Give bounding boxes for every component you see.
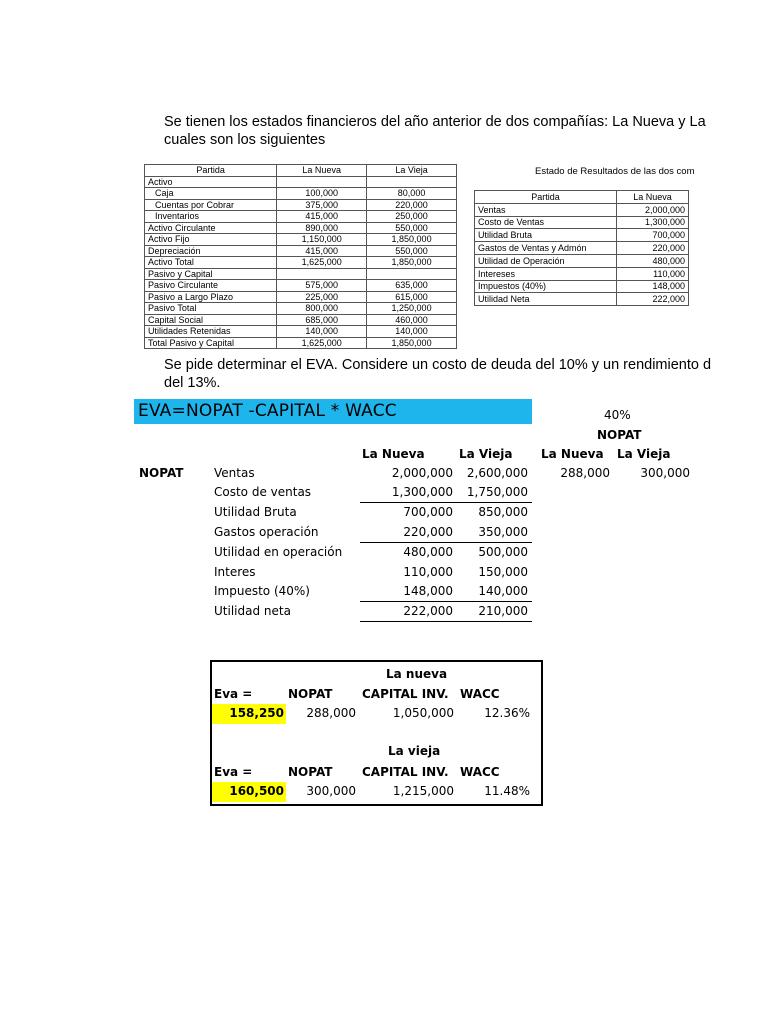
eva-formula: EVA=NOPAT -CAPITAL * WACC bbox=[138, 401, 397, 421]
table-row bbox=[475, 293, 689, 306]
cell-nueva: 1,300,000 bbox=[617, 216, 689, 229]
row-label: Cuentas por Cobrar bbox=[145, 199, 277, 211]
cell-nueva: 220,000 bbox=[403, 525, 453, 539]
table-row bbox=[475, 229, 689, 242]
cell-nueva: 480,000 bbox=[403, 545, 453, 559]
cell-vieja: 2,600,000 bbox=[466, 466, 528, 480]
row-label: Inventarios bbox=[145, 211, 277, 223]
row-label-interes: Interes bbox=[214, 565, 256, 579]
cell-nueva: 1,625,000 bbox=[277, 337, 367, 349]
row-label: Pasivo Total bbox=[145, 303, 277, 315]
row-label: Utilidades Retenidas bbox=[145, 326, 277, 338]
table-row bbox=[145, 211, 457, 223]
cell-vieja: 80,000 bbox=[367, 188, 457, 200]
row-label-utilidad-bruta: Utilidad Bruta bbox=[214, 505, 297, 519]
row-label: Depreciación bbox=[145, 245, 277, 257]
cell-vieja bbox=[367, 268, 457, 280]
cell-nueva: 100,000 bbox=[277, 188, 367, 200]
eva-vieja-wacc: 11.48% bbox=[484, 784, 530, 798]
results-title: Estado de Resultados de las dos com bbox=[535, 166, 695, 177]
cell-nueva: 2,000,000 bbox=[391, 466, 453, 480]
cell-nueva: 1,625,000 bbox=[277, 257, 367, 269]
eva-vieja-nopat: 300,000 bbox=[306, 784, 356, 798]
table-row bbox=[475, 203, 689, 216]
table-row bbox=[475, 280, 689, 293]
header-la-vieja: La Vieja bbox=[367, 165, 457, 177]
row-label: Pasivo a Largo Plazo bbox=[145, 291, 277, 303]
table-row bbox=[145, 245, 457, 257]
table-header-row bbox=[475, 191, 689, 204]
cell-vieja: 615,000 bbox=[367, 291, 457, 303]
nopat-header: NOPAT bbox=[597, 428, 642, 442]
row-label: Activo Fijo bbox=[145, 234, 277, 246]
row-label: Pasivo Circulante bbox=[145, 280, 277, 292]
header-la-nueva: La Nueva bbox=[617, 191, 689, 204]
table-row bbox=[145, 280, 457, 292]
eva-nueva-title: La nueva bbox=[386, 667, 448, 681]
cell-nueva: 222,000 bbox=[617, 293, 689, 306]
cell-vieja: 140,000 bbox=[367, 326, 457, 338]
col-header-la-vieja: La Vieja bbox=[459, 447, 513, 461]
nopat-value-vieja: 300,000 bbox=[640, 466, 690, 480]
table-row bbox=[475, 242, 689, 255]
cell-vieja: 550,000 bbox=[367, 245, 457, 257]
row-label: Activo Circulante bbox=[145, 222, 277, 234]
eva-vieja-label: Eva = bbox=[214, 765, 253, 779]
cell-nueva: 685,000 bbox=[277, 314, 367, 326]
row-label: Utilidad de Operación bbox=[475, 254, 617, 267]
table-row bbox=[145, 234, 457, 246]
cell-nueva: 222,000 bbox=[403, 604, 453, 618]
cell-vieja: 550,000 bbox=[367, 222, 457, 234]
cell-vieja: 220,000 bbox=[367, 199, 457, 211]
intro-text: Se tienen los estados financieros del año anterior de dos compañías: La Nueva y La cuales son los siguientes bbox=[164, 114, 706, 148]
divider bbox=[360, 601, 532, 602]
cell-nueva: 110,000 bbox=[403, 565, 453, 579]
row-label: Pasivo y Capital bbox=[145, 268, 277, 280]
cell-vieja: 150,000 bbox=[478, 565, 528, 579]
row-label: Impuestos (40%) bbox=[475, 280, 617, 293]
row-label: Intereses bbox=[475, 267, 617, 280]
table-row bbox=[145, 337, 457, 349]
cell-nueva: 375,000 bbox=[277, 199, 367, 211]
cell-vieja: 350,000 bbox=[478, 525, 528, 539]
table-row bbox=[145, 199, 457, 211]
table-row bbox=[475, 216, 689, 229]
table-row bbox=[475, 254, 689, 267]
row-label: Caja bbox=[145, 188, 277, 200]
table-row bbox=[145, 326, 457, 338]
cell-vieja: 1,850,000 bbox=[367, 257, 457, 269]
row-label-costo: Costo de ventas bbox=[214, 485, 312, 499]
cell-vieja: 850,000 bbox=[478, 505, 528, 519]
eva-nueva-h-capital: CAPITAL INV. bbox=[362, 687, 449, 701]
table-row bbox=[145, 176, 457, 188]
cell-vieja: 500,000 bbox=[478, 545, 528, 559]
cell-nueva bbox=[277, 176, 367, 188]
cell-nueva bbox=[277, 268, 367, 280]
cell-nueva: 575,000 bbox=[277, 280, 367, 292]
row-label: Ventas bbox=[475, 203, 617, 216]
row-label-ventas: Ventas bbox=[214, 466, 255, 480]
eva-vieja-capital: 1,215,000 bbox=[392, 784, 454, 798]
cell-vieja: 140,000 bbox=[478, 584, 528, 598]
eva-nueva-value: 158,250 bbox=[229, 706, 284, 720]
row-label: Gastos de Ventas y Admón bbox=[475, 242, 617, 255]
nopat-col-la-nueva: La Nueva bbox=[541, 447, 604, 461]
row-label: Activo Total bbox=[145, 257, 277, 269]
cell-vieja: 1,850,000 bbox=[367, 337, 457, 349]
cell-nueva: 700,000 bbox=[403, 505, 453, 519]
nopat-value-nueva: 288,000 bbox=[560, 466, 610, 480]
table-row bbox=[475, 267, 689, 280]
cell-nueva: 2,000,000 bbox=[617, 203, 689, 216]
cell-nueva: 110,000 bbox=[617, 267, 689, 280]
cell-vieja: 460,000 bbox=[367, 314, 457, 326]
eva-vieja-h-wacc: WACC bbox=[460, 765, 500, 779]
header-la-nueva: La Nueva bbox=[277, 165, 367, 177]
cell-nueva: 700,000 bbox=[617, 229, 689, 242]
cell-nueva: 415,000 bbox=[277, 211, 367, 223]
row-label-utilidad-operacion: Utilidad en operación bbox=[214, 545, 343, 559]
eva-vieja-title: La vieja bbox=[388, 744, 441, 758]
row-label: Utilidad Neta bbox=[475, 293, 617, 306]
cell-vieja bbox=[367, 176, 457, 188]
cell-vieja: 635,000 bbox=[367, 280, 457, 292]
question-text: Se pide determinar el EVA. Considere un costo de deuda del 10% y un rendimiento d del 13%. bbox=[164, 357, 712, 391]
cell-nueva: 480,000 bbox=[617, 254, 689, 267]
cell-vieja: 250,000 bbox=[367, 211, 457, 223]
cell-nueva: 220,000 bbox=[617, 242, 689, 255]
eva-nueva-wacc: 12.36% bbox=[484, 706, 530, 720]
table-row bbox=[145, 291, 457, 303]
cell-nueva: 415,000 bbox=[277, 245, 367, 257]
cell-vieja: 1,850,000 bbox=[367, 234, 457, 246]
row-label: Costo de Ventas bbox=[475, 216, 617, 229]
col-header-la-nueva: La Nueva bbox=[362, 447, 425, 461]
header-partida: Partida bbox=[145, 165, 277, 177]
cell-nueva: 225,000 bbox=[277, 291, 367, 303]
cell-vieja: 210,000 bbox=[478, 604, 528, 618]
divider bbox=[360, 621, 532, 622]
eva-nueva-h-wacc: WACC bbox=[460, 687, 500, 701]
eva-nueva-nopat: 288,000 bbox=[306, 706, 356, 720]
cell-nueva: 1,150,000 bbox=[277, 234, 367, 246]
table-row bbox=[145, 188, 457, 200]
table-row bbox=[145, 314, 457, 326]
row-label: Utilidad Bruta bbox=[475, 229, 617, 242]
eva-formula-bar bbox=[134, 399, 532, 424]
table-row bbox=[145, 303, 457, 315]
nopat-row-label: NOPAT bbox=[139, 466, 184, 480]
eva-nueva-h-nopat: NOPAT bbox=[288, 687, 333, 701]
cell-vieja: 1,250,000 bbox=[367, 303, 457, 315]
row-label-utilidad-neta: Utilidad neta bbox=[214, 604, 291, 618]
tax-rate: 40% bbox=[604, 408, 631, 422]
header-partida: Partida bbox=[475, 191, 617, 204]
cell-nueva: 800,000 bbox=[277, 303, 367, 315]
table-row bbox=[145, 268, 457, 280]
cell-nueva: 148,000 bbox=[617, 280, 689, 293]
eva-vieja-h-capital: CAPITAL INV. bbox=[362, 765, 449, 779]
eva-vieja-h-nopat: NOPAT bbox=[288, 765, 333, 779]
divider bbox=[360, 502, 532, 503]
eva-vieja-value: 160,500 bbox=[229, 784, 284, 798]
cell-nueva: 148,000 bbox=[403, 584, 453, 598]
row-label: Capital Social bbox=[145, 314, 277, 326]
cell-nueva: 890,000 bbox=[277, 222, 367, 234]
income-statement-table bbox=[474, 190, 689, 306]
cell-nueva: 140,000 bbox=[277, 326, 367, 338]
row-label-impuesto: Impuesto (40%) bbox=[214, 584, 310, 598]
row-label: Activo bbox=[145, 176, 277, 188]
eva-nueva-capital: 1,050,000 bbox=[392, 706, 454, 720]
nopat-col-la-vieja: La Vieja bbox=[617, 447, 671, 461]
divider bbox=[360, 542, 532, 543]
eva-nueva-label: Eva = bbox=[214, 687, 253, 701]
eva-result-box bbox=[210, 660, 543, 806]
row-label: Total Pasivo y Capital bbox=[145, 337, 277, 349]
table-row bbox=[145, 257, 457, 269]
table-row bbox=[145, 222, 457, 234]
row-label-gastos: Gastos operación bbox=[214, 525, 319, 539]
table-header-row bbox=[145, 165, 457, 177]
cell-vieja: 1,750,000 bbox=[466, 485, 528, 499]
cell-nueva: 1,300,000 bbox=[391, 485, 453, 499]
balance-sheet-table bbox=[144, 164, 457, 349]
